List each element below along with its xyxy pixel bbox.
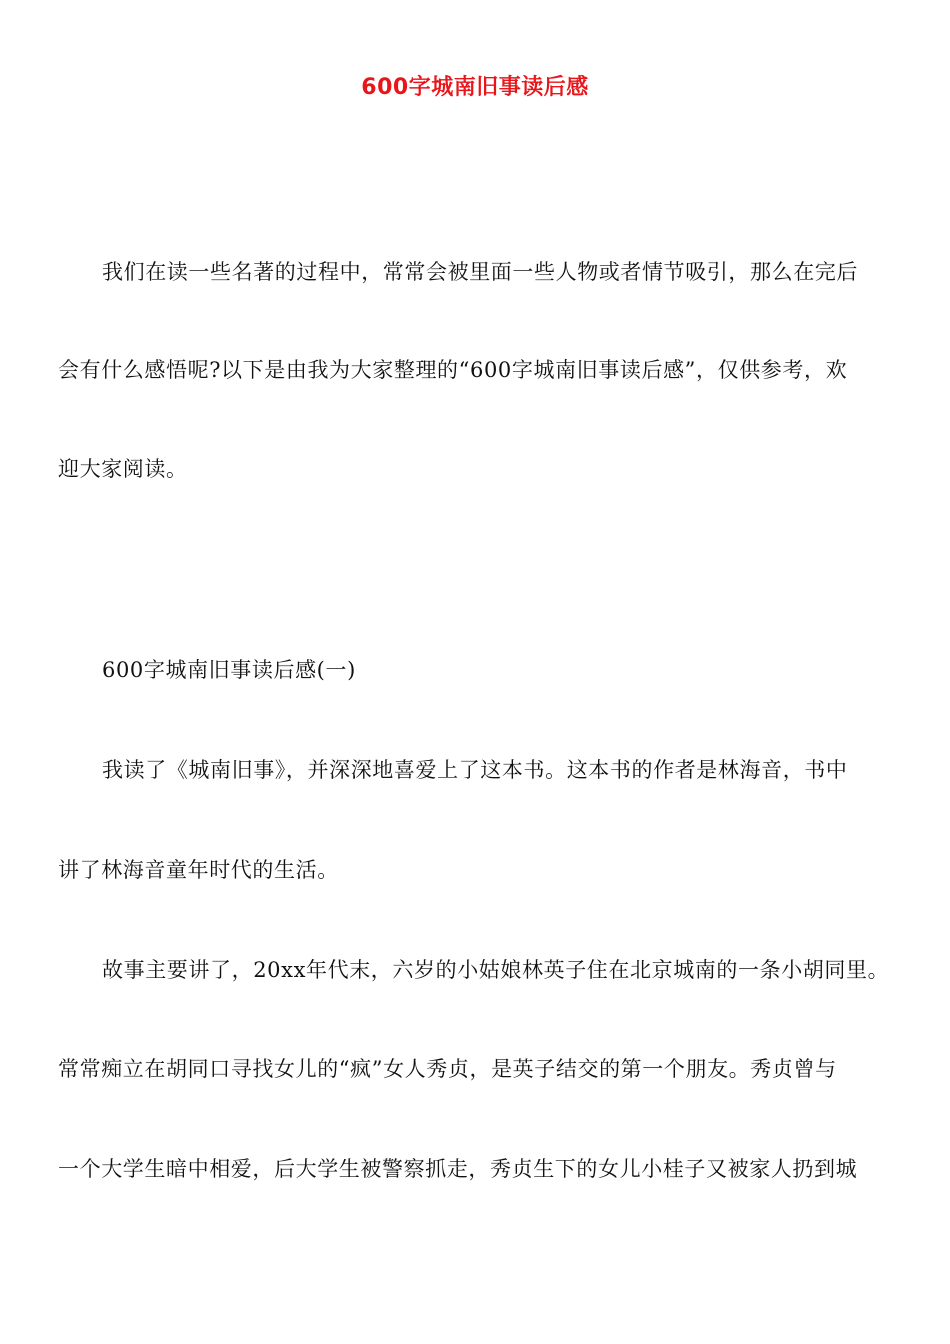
body-line-5: 一个大学生暗中相爱，后大学生被警察抓走，秀贞生下的女儿小桂子又被家人扔到城 bbox=[58, 1157, 858, 1181]
body-line-3: 故事主要讲了，20xx年代末，六岁的小姑娘林英子住在北京城南的一条小胡同里。 bbox=[102, 958, 890, 982]
document-title: 600字城南旧事读后感 bbox=[361, 75, 589, 100]
body-line-2: 讲了林海音童年时代的生活。 bbox=[58, 858, 339, 882]
intro-line-3: 迎大家阅读。 bbox=[58, 457, 188, 481]
body-line-4: 常常痴立在胡同口寻找女儿的“疯”女人秀贞，是英子结交的第一个朋友。秀贞曾与 bbox=[58, 1057, 837, 1081]
intro-line-1: 我们在读一些名著的过程中，常常会被里面一些人物或者情节吸引，那么在完后 bbox=[102, 260, 858, 284]
section-heading: 600字城南旧事读后感(一) bbox=[102, 658, 356, 682]
intro-line-2: 会有什么感悟呢?以下是由我为大家整理的“600字城南旧事读后感”，仅供参考，欢 bbox=[58, 358, 848, 382]
body-line-1: 我读了《城南旧事》，并深深地喜爱上了这本书。这本书的作者是林海音，书中 bbox=[102, 758, 848, 782]
